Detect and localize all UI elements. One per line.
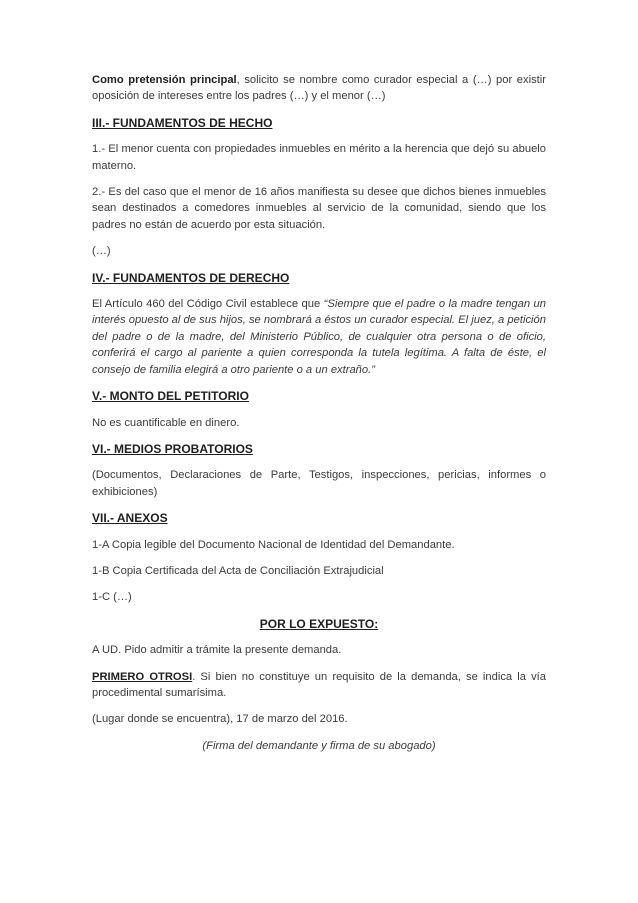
- closing-request: A UD. Pido admitir a trámite la presente demanda.: [92, 644, 342, 657]
- heading-por-lo-expuesto: POR LO EXPUESTO:: [259, 616, 379, 631]
- intro-bold-lead: Como pretensión principal: [92, 74, 237, 86]
- otrosi-paragraph: [92, 669, 546, 702]
- derecho-quote: “Siempre que el padre o la madre tengan un interés opuesto al de sus hijos, se nombrará a éstos un curador especial. El juez, a petición del padre o de la madre, del Ministerio Público, de cualquier otra persona o de oficio, conferirá el cargo al pariente a quien corresponda la tutela legítima. A falta de éste, el consejo de familia elegirá a otro pariente o a un extraño.”: [92, 298, 546, 376]
- hecho-item-2: 2.- Es del caso que el menor de 16 años manifiesta su desee que dichos bienes inmuebles sean destinados a comedores inmuebles al servicio de la comunidad, siendo que los padres no están de acuerdo por esta situación.: [92, 186, 546, 231]
- derecho-paragraph: [92, 296, 546, 378]
- hecho-ellipsis: (…): [92, 245, 111, 258]
- heading-fundamentos-de-hecho: III.- FUNDAMENTOS DE HECHO: [92, 115, 273, 130]
- monto-text: No es cuantificable en dinero.: [92, 416, 240, 429]
- derecho-lead: El Artículo 460 del Código Civil establece que: [92, 298, 324, 311]
- document-page: [92, 72, 546, 764]
- heading-fundamentos-de-derecho: IV.- FUNDAMENTOS DE DERECHO: [92, 270, 290, 285]
- heading-anexos: VII.- ANEXOS: [92, 511, 168, 526]
- heading-medios-probatorios: VI.- MEDIOS PROBATORIOS: [92, 441, 253, 456]
- anexo-item-1b: 1-B Copia Certificada del Acta de Conciliación Extrajudicial: [92, 564, 384, 577]
- otrosi-text: . Si bien no constituye un requisito de la demanda, se indica la vía procedimental sumarísima.: [92, 670, 546, 699]
- place-date: (Lugar donde se encuentra), 17 de marzo del 2016.: [92, 713, 348, 726]
- intro-text: , solicito se nombre como curador especial a (…) por existir oposición de intereses entre los padres (…) y el menor (…): [92, 74, 546, 103]
- medios-text: (Documentos, Declaraciones de Parte, Testigos, inspecciones, pericias, informes o exhibiciones): [92, 469, 546, 498]
- intro-paragraph: [92, 72, 546, 105]
- hecho-item-1: 1.- El menor cuenta con propiedades inmuebles en mérito a la herencia que dejó su abuelo materno.: [92, 143, 546, 172]
- signature-line: (Firma del demandante y firma de su abogado): [202, 739, 436, 752]
- anexo-item-1c: 1-C (…): [92, 591, 132, 604]
- otrosi-label: PRIMERO OTROSI: [92, 670, 193, 683]
- anexo-item-1a: 1-A Copia legible del Documento Nacional de Identidad del Demandante.: [92, 538, 455, 551]
- heading-monto-del-petitorio: V.- MONTO DEL PETITORIO: [92, 389, 249, 404]
